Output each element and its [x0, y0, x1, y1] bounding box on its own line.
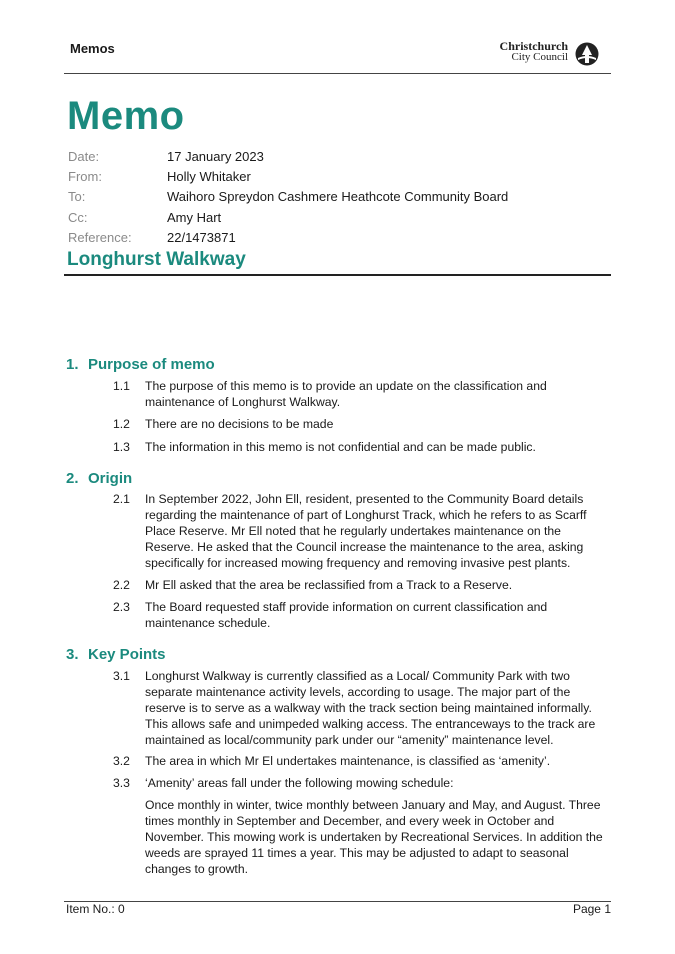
list-item: [113, 491, 613, 573]
list-item: [113, 439, 613, 457]
list-item: [113, 668, 613, 750]
section-number: 2.: [66, 470, 79, 487]
item-text: The purpose of this memo is to provide an update on the classification and maintenance of Longhurst Walkway.: [145, 379, 547, 409]
meta-key: Reference:: [68, 229, 132, 245]
item-number: 3.2: [113, 754, 130, 768]
item-number: 1.2: [113, 417, 130, 431]
list-item: [113, 577, 613, 595]
header-divider: [64, 73, 611, 74]
meta-value: Holly Whitaker: [167, 168, 251, 184]
section-heading-key-points: [66, 646, 166, 663]
item-number: 2.2: [113, 578, 130, 592]
item-number: 2.1: [113, 492, 130, 506]
item-number: 2.3: [113, 600, 130, 614]
footer-page-number: Page 1: [572, 902, 611, 916]
meta-row-date: [68, 146, 608, 166]
meta-row-from: [68, 166, 608, 186]
item-text: The area in which Mr El undertakes maintenance, is classified as ‘amenity’.: [145, 754, 551, 768]
meta-key: Cc:: [68, 209, 88, 225]
item-number: 3.1: [113, 669, 130, 683]
section-heading-purpose: [66, 356, 215, 373]
item-text: In September 2022, John Ell, resident, presented to the Community Board details regarding the maintenance of part of Longhurst Track, which he refers to as Scarff Place Reserve. Mr Ell noted that he regularly undertakes maintenance on the Reserve. He asked that the Council increase the maintenance to the area, asking specifically for increased mowing frequency and removing invasive pest plants.: [145, 492, 587, 570]
item-text: Mr Ell asked that the area be reclassified from a Track to a Reserve.: [145, 578, 513, 592]
meta-key: Date:: [68, 148, 100, 164]
list-item: [113, 599, 613, 633]
footer-divider: [64, 901, 611, 902]
item-text: ‘Amenity’ areas fall under the following mowing schedule:: [145, 776, 454, 790]
item-text: Longhurst Walkway is currently classified as a Local/ Community Park with two separate maintenance activity levels, according to usage. The major part of the reserve is to serve as a walkway with the track section being maintained informally. This allows safe and unimpeded walking access. The entranceways to the track are maintained as local/community park under our “amenity” maintenance level.: [145, 669, 596, 747]
council-emblem-icon: [574, 41, 600, 67]
list-item: [113, 378, 613, 412]
subject-divider: [64, 274, 611, 276]
meta-key: To:: [68, 189, 86, 205]
meta-value: 22/1473871: [167, 229, 236, 245]
section-title: Origin: [88, 470, 133, 487]
meta-value: 17 January 2023: [167, 148, 264, 164]
item-number: 3.3: [113, 776, 130, 790]
memo-meta: [68, 146, 608, 247]
memo-title: Memo: [67, 94, 185, 138]
meta-row-cc: [68, 207, 608, 227]
section-number: 1.: [66, 356, 79, 373]
meta-row-reference: [68, 227, 608, 247]
meta-value: Amy Hart: [167, 209, 222, 225]
item-number: 1.3: [113, 440, 130, 454]
list-item-continuation: [113, 797, 613, 876]
meta-value: Waihoro Spreydon Cashmere Heathcote Community Board: [167, 189, 509, 205]
item-text: There are no decisions to be made: [145, 417, 334, 431]
meta-row-to: [68, 187, 608, 207]
header-label: Memos: [70, 41, 115, 56]
logo-line1: Christchurch: [499, 39, 568, 53]
footer-item-number: Item No.: 0: [66, 902, 125, 916]
logo-line2: City Council: [511, 51, 568, 63]
logo-text: [500, 41, 568, 63]
section-title: Purpose of memo: [88, 356, 215, 373]
list-item: [113, 416, 613, 434]
section-number: 3.: [66, 646, 79, 663]
list-item: [113, 753, 613, 771]
list-item: [113, 775, 613, 793]
memo-subject: Longhurst Walkway: [67, 249, 246, 270]
council-logo: [496, 41, 600, 67]
item-text: The information in this memo is not confidential and can be made public.: [145, 440, 536, 454]
item-text: Once monthly in winter, twice monthly between January and May, and August. Three times monthly in September and December, and every week in October and November. This mowing work is undertaken by Recreational Services. In addition the weeds are sprayed 11 times a year. This may be adjusted to adapt to seasonal changes to growth.: [145, 798, 603, 876]
section-title: Key Points: [88, 646, 166, 663]
meta-key: From:: [68, 168, 102, 184]
section-heading-origin: [66, 470, 132, 487]
item-text: The Board requested staff provide information on current classification and maintenance schedule.: [145, 600, 548, 630]
item-number: 1.1: [113, 379, 130, 393]
